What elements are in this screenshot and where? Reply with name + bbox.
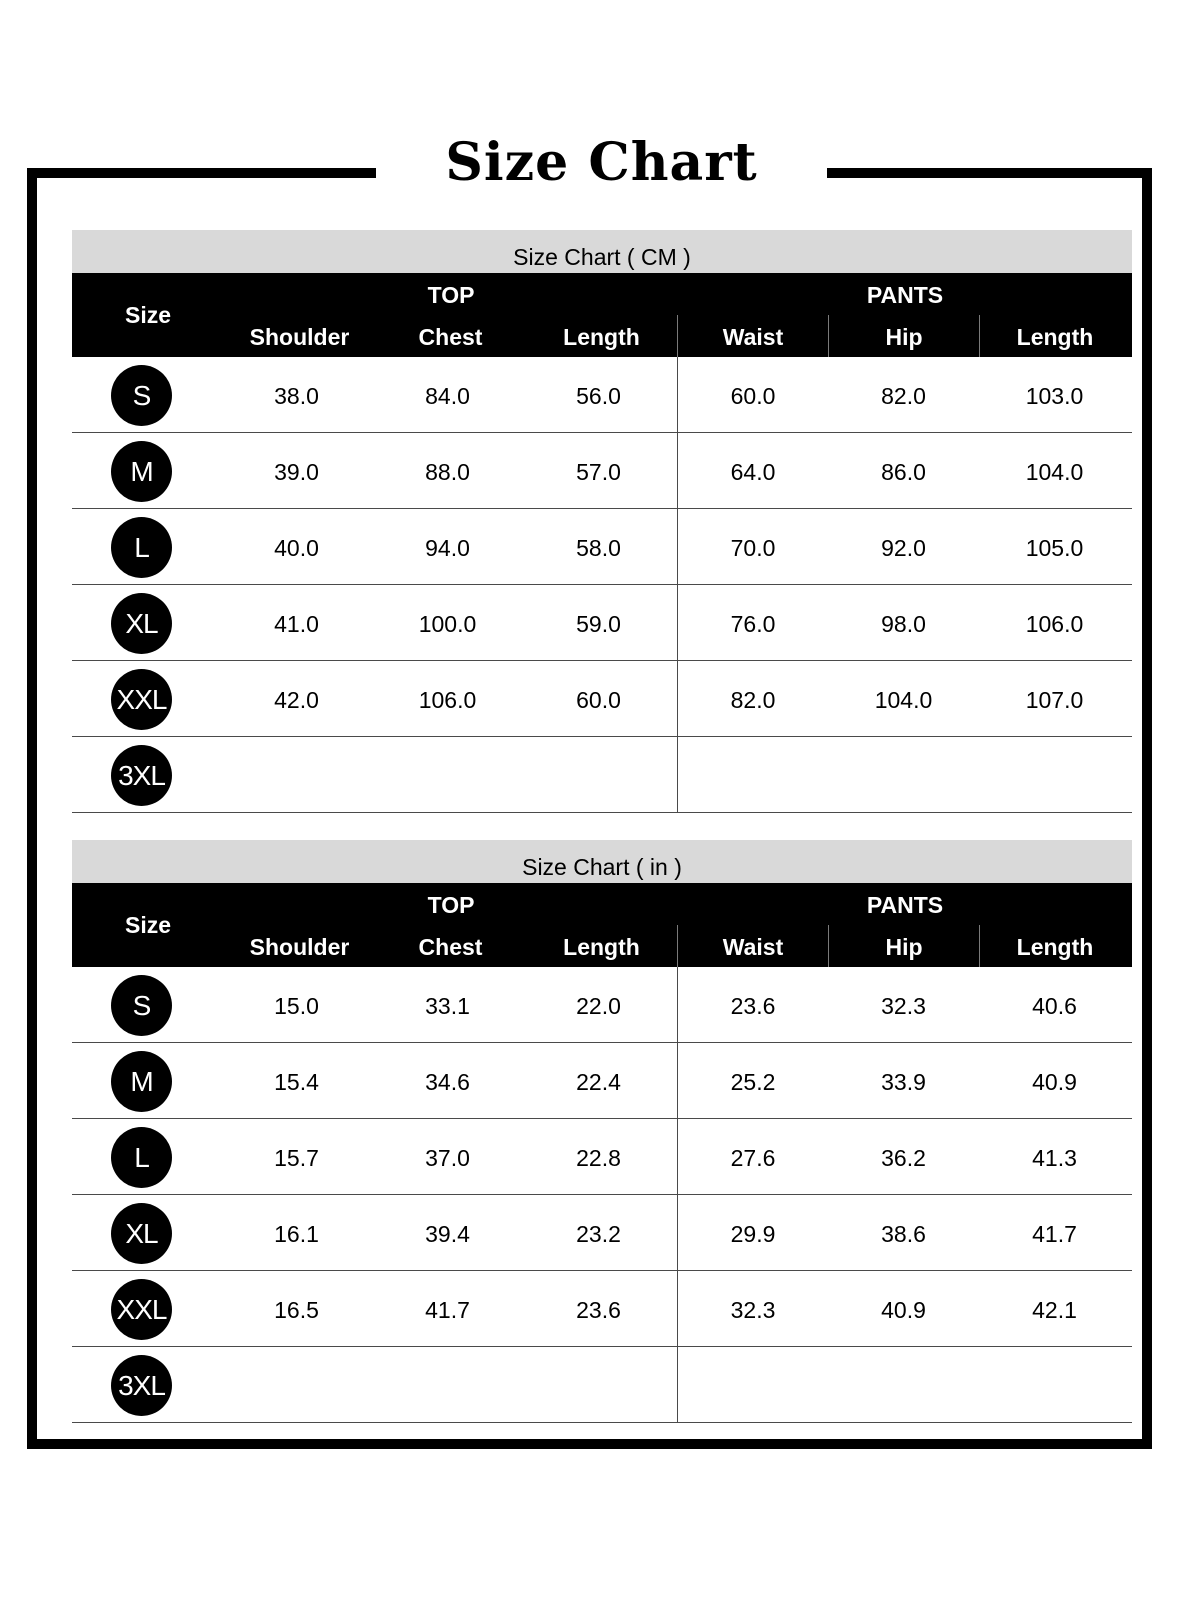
column-header-top-length: Length xyxy=(563,934,640,960)
column-header-waist: Waist xyxy=(677,315,828,357)
measurement-cells xyxy=(224,1043,1132,1118)
measurement-cell: 39.4 xyxy=(425,1221,470,1247)
measurement-cells xyxy=(224,661,1132,736)
measurement-cells xyxy=(224,1347,1132,1422)
measurement-cell xyxy=(224,1347,375,1422)
column-header-hip: Hip xyxy=(828,315,979,357)
measurement-cell: 23.2 xyxy=(576,1221,621,1247)
measurement-cell: 33.9 xyxy=(881,1069,926,1095)
column-header-pants-length: Length xyxy=(979,925,1130,967)
measurement-cell: 32.3 xyxy=(881,993,926,1019)
table-caption: Size Chart ( in ) xyxy=(72,840,1132,883)
measurement-cell: 22.0 xyxy=(576,993,621,1019)
measurement-cell: 104.0 xyxy=(874,687,933,713)
measurement-cell: 82.0 xyxy=(881,383,926,409)
measurement-cell: 42.1 xyxy=(1032,1297,1077,1323)
measurement-cell: 41.3 xyxy=(1032,1145,1077,1171)
table-row xyxy=(72,1271,1132,1347)
measurement-cell: 107.0 xyxy=(1025,687,1084,713)
column-header-shoulder: Shoulder xyxy=(249,324,350,350)
measurement-cell xyxy=(375,737,526,812)
measurement-cell: 60.0 xyxy=(576,687,621,713)
pants-group-header: PANTS xyxy=(866,892,944,918)
size-cell xyxy=(72,1271,224,1346)
measurement-cell: 106.0 xyxy=(418,687,477,713)
measurement-cell: 29.9 xyxy=(677,1195,828,1270)
measurement-cell: 41.7 xyxy=(425,1297,470,1323)
measurement-cell: 56.0 xyxy=(576,383,621,409)
pants-group-header: PANTS xyxy=(866,282,944,308)
measurement-cells xyxy=(224,509,1132,584)
column-headers xyxy=(224,925,1132,967)
measurement-cell xyxy=(828,1347,979,1422)
size-cell xyxy=(72,1195,224,1270)
size-badge: S xyxy=(111,365,172,426)
measurement-cell: 16.1 xyxy=(274,1221,319,1247)
measurement-cell: 88.0 xyxy=(425,459,470,485)
size-badge: S xyxy=(111,975,172,1036)
measurement-cell: 106.0 xyxy=(1025,611,1084,637)
measurement-cell: 32.3 xyxy=(677,1271,828,1346)
measurement-cell: 15.7 xyxy=(274,1145,319,1171)
column-header-chest: Chest xyxy=(418,934,483,960)
measurement-cell: 16.5 xyxy=(274,1297,319,1323)
measurement-cell: 38.6 xyxy=(881,1221,926,1247)
measurement-cell: 60.0 xyxy=(677,357,828,432)
measurement-cell: 25.2 xyxy=(677,1043,828,1118)
measurement-cell xyxy=(677,737,828,812)
measurement-cell: 22.4 xyxy=(576,1069,621,1095)
size-badge: XL xyxy=(111,1203,172,1264)
column-header-pants-length: Length xyxy=(979,315,1130,357)
measurement-cell: 94.0 xyxy=(425,535,470,561)
table-row xyxy=(72,1043,1132,1119)
page-title: Size Chart xyxy=(445,132,758,193)
table-row xyxy=(72,1119,1132,1195)
table-row xyxy=(72,1347,1132,1423)
measurement-cells xyxy=(224,357,1132,432)
size-badge: XXL xyxy=(111,1279,172,1340)
size-cell xyxy=(72,737,224,812)
column-header-waist: Waist xyxy=(677,925,828,967)
size-badge: 3XL xyxy=(111,1355,172,1416)
measurement-cell: 104.0 xyxy=(1025,459,1084,485)
column-header-chest: Chest xyxy=(418,324,483,350)
measurement-cell: 84.0 xyxy=(425,383,470,409)
measurement-cell: 36.2 xyxy=(881,1145,926,1171)
size-badge: XXL xyxy=(111,669,172,730)
size-cell xyxy=(72,967,224,1042)
table-body xyxy=(72,357,1132,813)
measurement-cell: 15.4 xyxy=(274,1069,319,1095)
size-badge: L xyxy=(111,517,172,578)
table-header xyxy=(72,883,1132,967)
measurement-cell: 82.0 xyxy=(677,661,828,736)
measurement-cell: 23.6 xyxy=(677,967,828,1042)
size-cell xyxy=(72,1347,224,1422)
table-caption: Size Chart ( CM ) xyxy=(72,230,1132,273)
size-badge: L xyxy=(111,1127,172,1188)
size-cell xyxy=(72,433,224,508)
size-cell xyxy=(72,661,224,736)
table-row xyxy=(72,737,1132,813)
table-row xyxy=(72,1195,1132,1271)
measurement-cell: 40.9 xyxy=(1032,1069,1077,1095)
measurement-cell: 41.7 xyxy=(1032,1221,1077,1247)
column-header-shoulder: Shoulder xyxy=(249,934,350,960)
size-table-cm xyxy=(72,230,1132,813)
table-row xyxy=(72,433,1132,509)
measurement-cell: 92.0 xyxy=(881,535,926,561)
size-cell xyxy=(72,1043,224,1118)
measurement-cell xyxy=(979,737,1130,812)
table-row xyxy=(72,967,1132,1043)
size-column-header: Size xyxy=(124,302,172,328)
measurement-cell xyxy=(677,1347,828,1422)
size-table-in xyxy=(72,840,1132,1423)
measurement-cell xyxy=(828,737,979,812)
size-badge: M xyxy=(111,1051,172,1112)
measurement-cell xyxy=(375,1347,526,1422)
measurement-cell: 23.6 xyxy=(576,1297,621,1323)
measurement-cell: 40.6 xyxy=(1032,993,1077,1019)
measurement-cell: 64.0 xyxy=(677,433,828,508)
measurement-cells xyxy=(224,1195,1132,1270)
measurement-cell: 103.0 xyxy=(1025,383,1084,409)
size-badge: M xyxy=(111,441,172,502)
measurement-cells xyxy=(224,585,1132,660)
size-cell xyxy=(72,585,224,660)
measurement-cell xyxy=(979,1347,1130,1422)
table-header xyxy=(72,273,1132,357)
table-row xyxy=(72,357,1132,433)
table-row xyxy=(72,585,1132,661)
size-cell xyxy=(72,1119,224,1194)
size-badge: 3XL xyxy=(111,745,172,806)
measurement-cell xyxy=(526,737,677,812)
measurement-cell: 86.0 xyxy=(881,459,926,485)
measurement-cell: 38.0 xyxy=(274,383,319,409)
measurement-cells xyxy=(224,737,1132,812)
measurement-cell: 22.8 xyxy=(576,1145,621,1171)
measurement-cell: 59.0 xyxy=(576,611,621,637)
measurement-cell: 15.0 xyxy=(274,993,319,1019)
measurement-cell: 39.0 xyxy=(274,459,319,485)
measurement-cell: 27.6 xyxy=(677,1119,828,1194)
measurement-cell: 70.0 xyxy=(677,509,828,584)
measurement-cell: 42.0 xyxy=(274,687,319,713)
size-cell xyxy=(72,509,224,584)
measurement-cell: 34.6 xyxy=(425,1069,470,1095)
measurement-cell: 58.0 xyxy=(576,535,621,561)
measurement-cells xyxy=(224,433,1132,508)
measurement-cell: 76.0 xyxy=(677,585,828,660)
measurement-cell: 37.0 xyxy=(425,1145,470,1171)
measurement-cell xyxy=(526,1347,677,1422)
measurement-cell: 100.0 xyxy=(418,611,477,637)
column-header-top-length: Length xyxy=(563,324,640,350)
measurement-cell: 41.0 xyxy=(274,611,319,637)
measurement-cell: 40.9 xyxy=(881,1297,926,1323)
size-column-header: Size xyxy=(124,912,172,938)
measurement-cells xyxy=(224,1119,1132,1194)
column-headers xyxy=(224,315,1132,357)
table-body xyxy=(72,967,1132,1423)
top-group-header: TOP xyxy=(427,892,475,918)
measurement-cell xyxy=(224,737,375,812)
top-group-header: TOP xyxy=(427,282,475,308)
measurement-cells xyxy=(224,1271,1132,1346)
measurement-cell: 57.0 xyxy=(576,459,621,485)
size-badge: XL xyxy=(111,593,172,654)
measurement-cells xyxy=(224,967,1132,1042)
column-header-hip: Hip xyxy=(828,925,979,967)
measurement-cell: 98.0 xyxy=(881,611,926,637)
table-row xyxy=(72,509,1132,585)
table-row xyxy=(72,661,1132,737)
measurement-cell: 105.0 xyxy=(1025,535,1084,561)
measurement-cell: 33.1 xyxy=(425,993,470,1019)
measurement-cell: 40.0 xyxy=(274,535,319,561)
size-cell xyxy=(72,357,224,432)
